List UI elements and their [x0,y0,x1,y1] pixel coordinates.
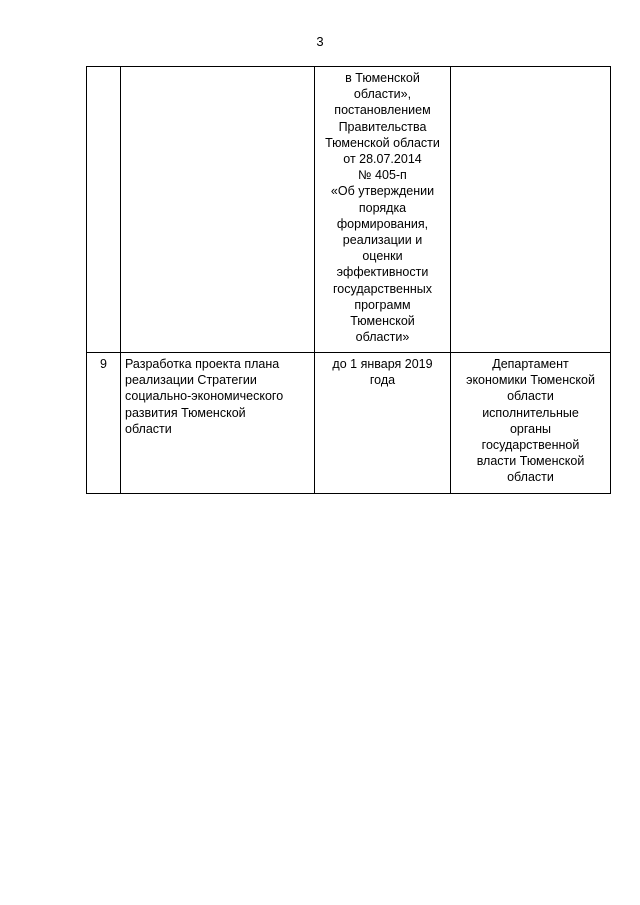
cell-line: реализации Стратегии [125,373,257,388]
cell-line: области [507,389,554,404]
cell-line: Тюменской [350,314,415,329]
cell-line: государственной [481,438,580,453]
cell-line: государственных [333,281,432,296]
cell-line: экономики Тюменской [466,373,595,388]
cell-line: «Об утверждении [330,184,435,199]
cell-line: области», [353,87,412,102]
cell-line: Департамент [492,357,569,371]
cell-line: области» [355,330,410,345]
cell-line: социально-экономического [125,389,284,404]
cell-line: оценки [362,249,403,264]
cell-responsible [451,67,611,353]
cell-line: года [369,373,396,388]
cell-task [121,67,315,353]
cell-deadline [315,67,451,353]
cell-line: порядка [358,200,407,215]
cell-responsible [451,353,611,494]
cell-line: от 28.07.2014 [343,152,422,167]
cell-line: Тюменской области [325,135,440,150]
cell-line: до 1 января 2019 [332,357,433,371]
cell-line: постановлением [334,103,431,118]
cell-line: в Тюменской [345,71,420,85]
table-row-9 [87,353,611,494]
cell-line: органы [509,421,552,436]
cell-deadline [315,353,451,494]
cell-line: развития Тюменской [125,405,246,420]
cell-line: формирования, [336,216,429,231]
page-number: 3 [316,34,324,49]
cell-task [121,353,315,494]
cell-line: программ [354,297,411,312]
cell-line: исполнительные [482,405,579,420]
cell-number [87,67,121,353]
cell-line: области [507,470,554,485]
cell-line: Правительства [338,119,427,134]
cell-line: власти Тюменской [476,454,585,469]
cell-line: Разработка проекта плана [125,357,280,371]
table-row-continued [87,67,611,353]
cell-line: области [125,421,172,436]
cell-line: эффективности [336,265,429,280]
cell-line: реализации и [342,233,423,248]
cell-line: № 405-п [358,168,407,183]
plan-table [86,66,611,494]
cell-number: 9 [87,353,121,494]
